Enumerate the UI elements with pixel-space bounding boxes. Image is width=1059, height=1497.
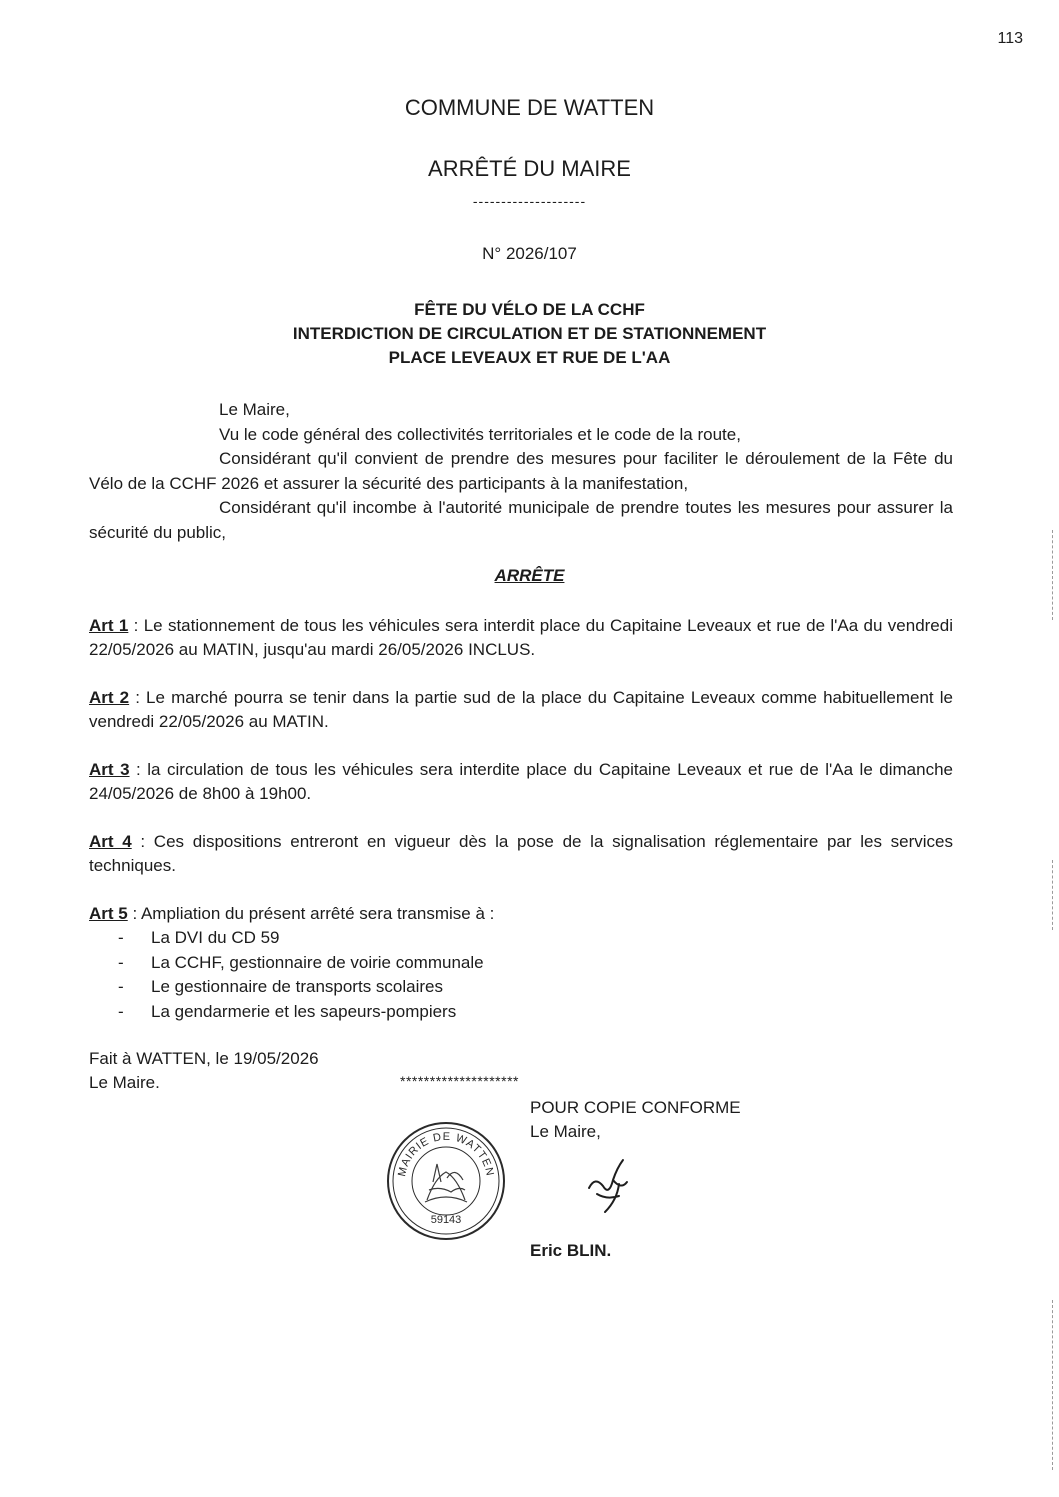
signer-name: Eric BLIN. [530, 1241, 612, 1260]
subject-line-2: INTERDICTION DE CIRCULATION ET DE STATIONNEMENT [292, 324, 767, 343]
article-text: : Le stationnement de tous les véhicules sera interdit place du Capitaine Leveaux et rue de l'Aa du vendredi 22/05/2026 au MATIN, jusqu'au mardi 26/05/2026 INCLUS. [89, 616, 953, 659]
article-label: Art 4 [89, 832, 132, 851]
article-4 [89, 830, 953, 878]
preamble-consideration-2: Considérant qu'il incombe à l'autorité municipale de prendre toutes les mesures pour assurer la sécurité du public, [89, 498, 953, 542]
article-2 [89, 686, 953, 734]
copy-role: Le Maire, [530, 1122, 601, 1141]
list-item: - La gendarmerie et les sapeurs-pompiers [118, 1001, 457, 1021]
copy-notice: POUR COPIE CONFORME [530, 1098, 741, 1117]
svg-text:MAIRIE DE WATTEN [396, 1131, 496, 1178]
handwritten-signature [583, 1150, 641, 1222]
preamble [89, 398, 953, 545]
subject-line-3: PLACE LEVEAUX ET RUE DE L'AA [388, 348, 671, 367]
article-text: : Ces dispositions entreront en vigueur dès la pose de la signalisation réglementaire par les services techniques. [89, 832, 953, 875]
article-3 [89, 758, 953, 806]
article-text: : Le marché pourra se tenir dans la partie sud de la place du Capitaine Leveaux comme habituellement le vendredi 22/05/2026 au MATIN. [89, 688, 953, 731]
decree-subject [0, 298, 1059, 370]
document-title: ARRÊTÉ DU MAIRE [428, 156, 631, 181]
article-label: Art 1 [89, 616, 129, 635]
article-1 [89, 614, 953, 662]
article-label: Art 5 [89, 904, 128, 923]
seal-arc-text: MAIRIE DE WATTEN [396, 1130, 496, 1178]
mairie-seal [385, 1120, 507, 1242]
article-label: Art 3 [89, 760, 130, 779]
list-item: - La CCHF, gestionnaire de voirie communale [118, 952, 484, 972]
article-text: : la circulation de tous les véhicules sera interdite place du Capitaine Leveaux et rue de l'Aa le dimanche 24/05/2026 de 8h00 à 19h00. [89, 760, 953, 803]
title-separator: -------------------- [472, 193, 587, 209]
subject-line-1: FÊTE DU VÉLO DE LA CCHF [414, 300, 645, 319]
page-number: 113 [997, 30, 1023, 47]
commune-title: COMMUNE DE WATTEN [404, 95, 655, 120]
recipients-list [118, 926, 484, 1024]
article-5 [89, 902, 953, 926]
stars-separator: ******************** [400, 1073, 519, 1089]
scan-margin-mark [1052, 1300, 1053, 1470]
article-label: Art 2 [89, 688, 130, 707]
list-item: - Le gestionnaire de transports scolaires [118, 977, 443, 996]
decree-number: N° 2026/107 [482, 244, 577, 263]
scan-margin-mark [1052, 860, 1053, 930]
signatory-role: Le Maire. [89, 1073, 160, 1092]
seal-postcode: 59143 [430, 1214, 462, 1226]
preamble-legal-basis: Vu le code général des collectivités territoriales et le code de la route, [219, 424, 741, 444]
list-item: - La DVI du CD 59 [118, 928, 280, 947]
preamble-consideration-1: Considérant qu'il convient de prendre des mesures pour faciliter le déroulement de la Fête du Vélo de la CCHF 2026 et assurer la sécurité des participants à la manifestation, [89, 449, 953, 493]
preamble-mayor: Le Maire, [219, 400, 290, 419]
decision-heading: ARRÊTE [494, 566, 565, 585]
article-text: : Ampliation du présent arrêté sera transmise à : [127, 904, 495, 923]
place-date: Fait à WATTEN, le 19/05/2026 [89, 1049, 319, 1068]
scan-margin-mark [1052, 530, 1053, 620]
